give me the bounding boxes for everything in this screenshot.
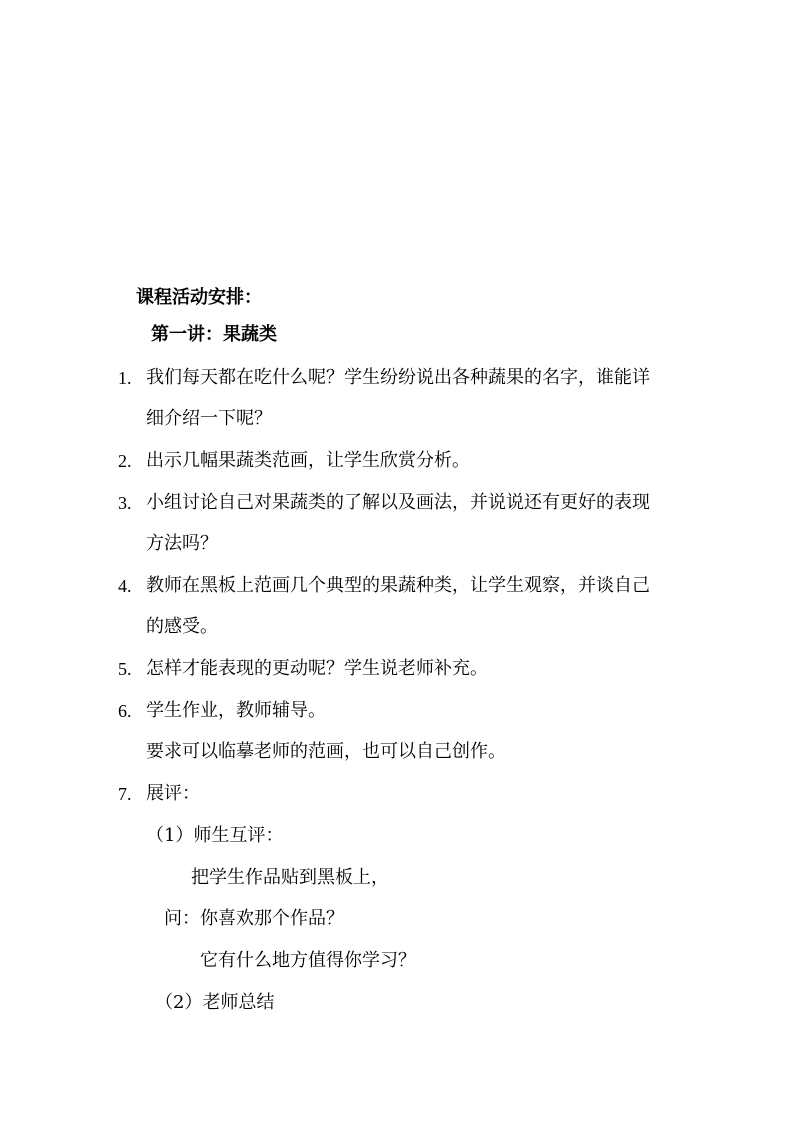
item-number: 3. [118,493,132,513]
lecture-title: 第一讲：果蔬类 [151,324,277,345]
item-number: 5. [118,659,132,679]
section-heading: 课程活动安排： [136,287,262,308]
item-text: 细介绍一下呢？ [146,408,272,429]
sub-section-text: 问：你喜欢那个作品？ [164,908,344,929]
item-text: 教师在黑板上范画几个典型的果蔬种类，让学生观察，并谈自己 [146,575,650,596]
item-text: 的感受。 [146,616,218,637]
sub-section-title: （2）老师总结 [155,992,275,1013]
sub-section-title: （1）师生互评： [146,825,284,846]
item-text: 出示几幅果蔬类范画，让学生欣赏分析。 [146,450,470,471]
item-number: 2. [118,451,132,471]
sub-section-text: 把学生作品贴到黑板上， [191,867,389,888]
item-number: 4. [118,576,132,596]
item-text: 要求可以临摹老师的范画，也可以自己创作。 [146,741,506,762]
item-number: 1. [118,368,132,388]
item-text: 我们每天都在吃什么呢？学生纷纷说出各种蔬果的名字，谁能详 [146,367,650,388]
item-text: 学生作业，教师辅导。 [146,700,326,721]
item-text: 小组讨论自己对果蔬类的了解以及画法，并说说还有更好的表现 [146,492,650,513]
item-text: 怎样才能表现的更动呢？学生说老师补充。 [146,658,488,679]
item-text: 展评： [146,783,200,804]
item-text: 方法吗？ [146,533,218,554]
sub-section-text: 它有什么地方值得你学习？ [200,950,416,971]
item-number: 6. [118,701,132,721]
item-number: 7. [118,784,132,804]
